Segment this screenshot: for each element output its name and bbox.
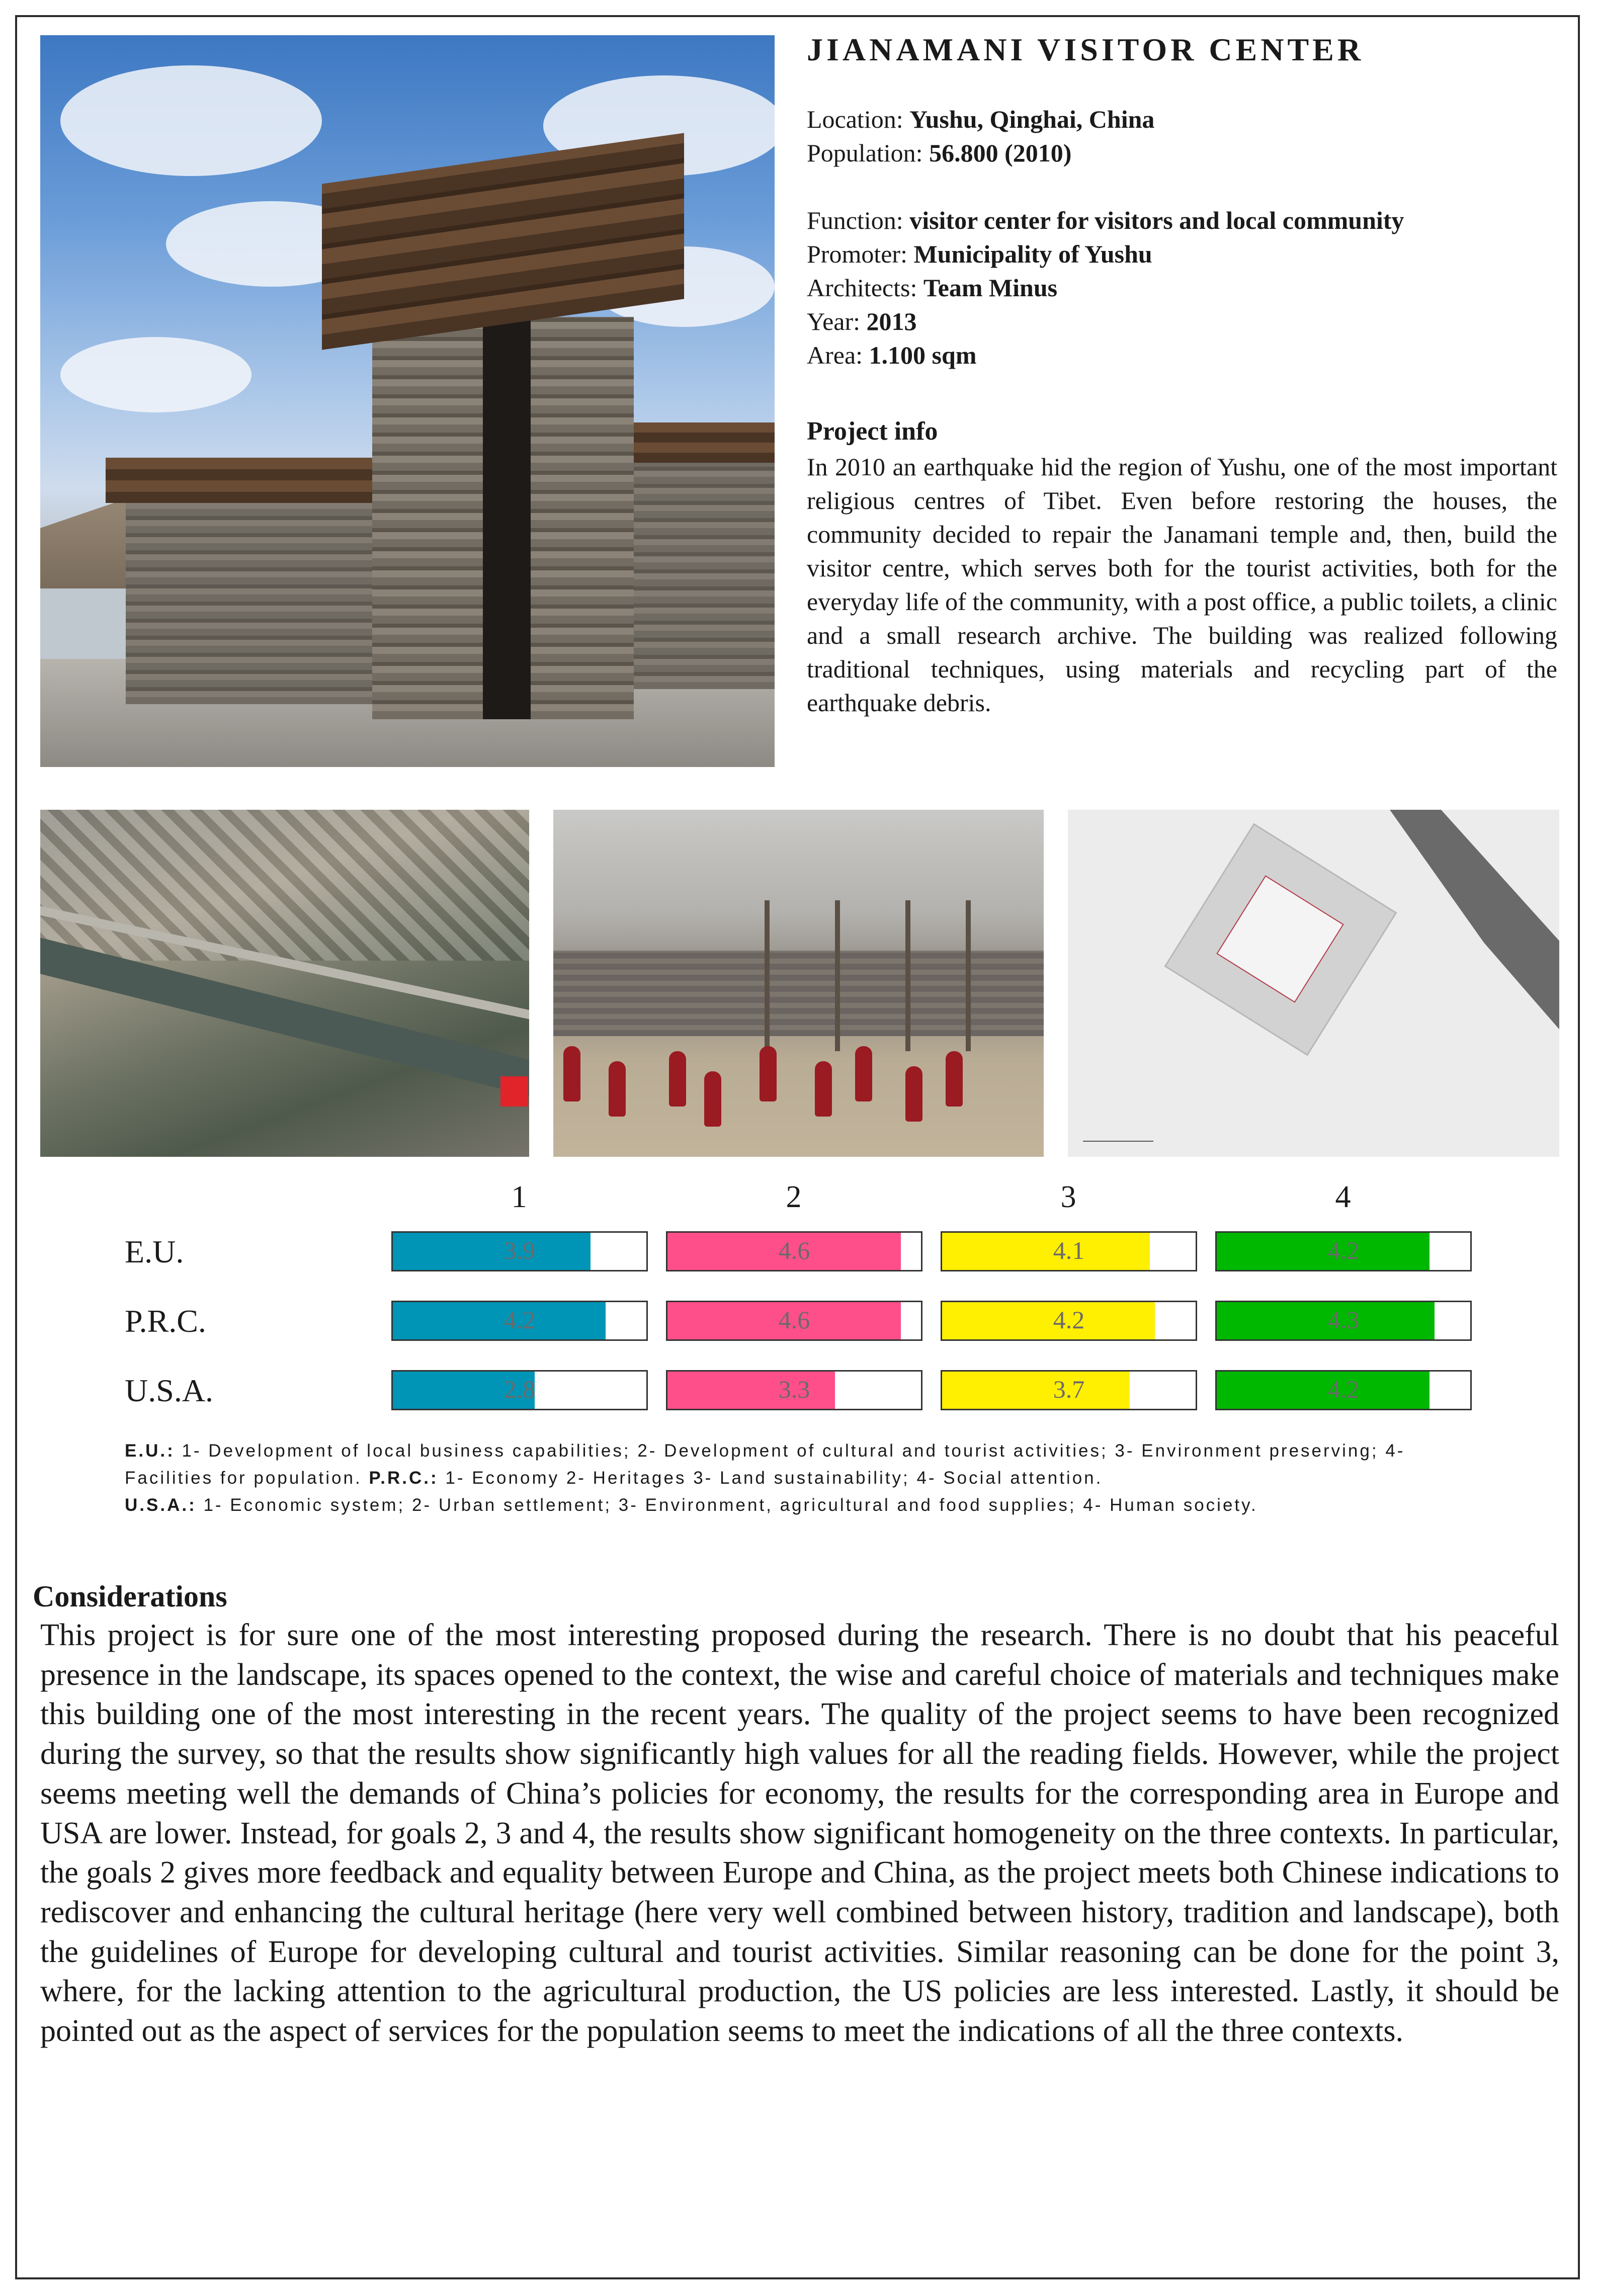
bar-value-label: 4.2 <box>1327 1236 1360 1264</box>
bar-value-label: 2.8 <box>503 1375 536 1403</box>
row-label-usa: U.S.A. <box>125 1373 214 1408</box>
hero-photo-visitor-center <box>40 35 775 767</box>
col-head-1: 1 <box>511 1180 527 1214</box>
col-head-4: 4 <box>1335 1180 1351 1214</box>
bar-eu-4 <box>1215 1231 1472 1271</box>
project-title: JIANAMANI VISITOR CENTER <box>807 32 1365 67</box>
bar-eu-1 <box>391 1231 648 1271</box>
bar-eu-2 <box>666 1231 922 1271</box>
chart-legend: E.U.: 1- Development of local business capabilities; 2- Development of cultural and tourist activities; 3- Environment preserving; 4- Facilities for population. P.R.C.: 1- Economy 2- Heritages 3- Land sustainability; 4- Social attention. U.S.A.: 1- Economic system; 2- Urban settlement; 3- Environment, agricultural and food supplies; 4- Human society. <box>125 1441 1405 1515</box>
info-architects: Architects: Team Minus <box>807 274 1058 302</box>
bar-eu-3 <box>941 1231 1197 1271</box>
considerations-heading: Considerations <box>33 1580 227 1613</box>
project-info-body: In 2010 an earthquake hid the region of Yushu, one of the most important religious centres of Tibet. Even before restoring the houses, the community decided to repair the Janamani temple and, then, build the visitor centre, which serves both for the tourist activities, both for the everyday life of the community, with a post office, a public toilets, a clinic and a small research archive. The building was realized following traditional techniques, using materials and recycling part of the earthquake debris. <box>807 453 1557 717</box>
considerations-body: This project is for sure one of the most interesting proposed during the research. There is no doubt that his peaceful presence in the landscape, its spaces opened to the context, the wise and careful choice of materials and techniques make this building one of the most interesting in the recent years. The quality of the project seems to have been recognized during the survey, so that the results show significantly high values for all the reading fields. However, while the project seems meeting well the demands of China’s policies for economy, the results for the corresponding area in Europe and USA are lower. Instead, for goals 2, 3 and 4, the results show significant homogeneity on the three contexts. In particular, the goals 2 gives more feedback and equality between Europe and China, as the project meets both Chinese indications to rediscover and enhancing the cultural heritage (here very well combined between history, tradition and landscape), both the guidelines of Europe for developing cultural and tourist activities. Similar reasoning can be done for the point 3, where, for the lacking attention to the agricultural production, the US policies are less interested. Lastly, it should be pointed out as the aspect of services for the population seems to meet the indications of all the three contexts. <box>40 1618 1559 2049</box>
bar-value-label: 3.3 <box>778 1375 810 1403</box>
info-promoter: Promoter: Municipality of Yushu <box>807 240 1152 268</box>
bar-prc-1 <box>391 1301 648 1341</box>
bar-value-label: 4.2 <box>503 1306 536 1334</box>
info-year: Year: 2013 <box>807 307 917 335</box>
site-plan-drawing <box>1068 810 1559 1157</box>
bar-usa-1 <box>391 1370 648 1410</box>
col-head-3: 3 <box>1060 1180 1076 1214</box>
bar-value-label: 4.1 <box>1053 1236 1085 1264</box>
info-function: Function: visitor center for visitors and local community <box>807 206 1404 234</box>
monks-photo <box>553 810 1044 1157</box>
bar-value-label: 3.9 <box>503 1236 536 1264</box>
bar-prc-3 <box>941 1301 1197 1341</box>
bar-value-label: 4.2 <box>1327 1375 1360 1403</box>
bar-prc-2 <box>666 1301 922 1341</box>
bar-value-label: 4.6 <box>778 1236 810 1264</box>
info-area: Area: 1.100 sqm <box>807 341 977 369</box>
info-population: Population: 56.800 (2010) <box>807 139 1072 167</box>
info-location: Location: Yushu, Qinghai, China <box>807 105 1155 133</box>
bar-value-label: 4.2 <box>1053 1306 1085 1334</box>
bar-usa-3 <box>941 1370 1197 1410</box>
bar-prc-4 <box>1215 1301 1472 1341</box>
bar-value-label: 3.7 <box>1053 1375 1085 1403</box>
col-head-2: 2 <box>786 1180 802 1214</box>
project-info-heading: Project info <box>807 417 938 446</box>
bar-value-label: 4.6 <box>778 1306 810 1334</box>
bar-value-label: 4.3 <box>1327 1306 1360 1334</box>
row-label-eu: E.U. <box>125 1234 184 1269</box>
bar-usa-4 <box>1215 1370 1472 1410</box>
satellite-map-image <box>40 810 529 1157</box>
row-label-prc: P.R.C. <box>125 1303 206 1339</box>
bar-usa-2 <box>666 1370 922 1410</box>
